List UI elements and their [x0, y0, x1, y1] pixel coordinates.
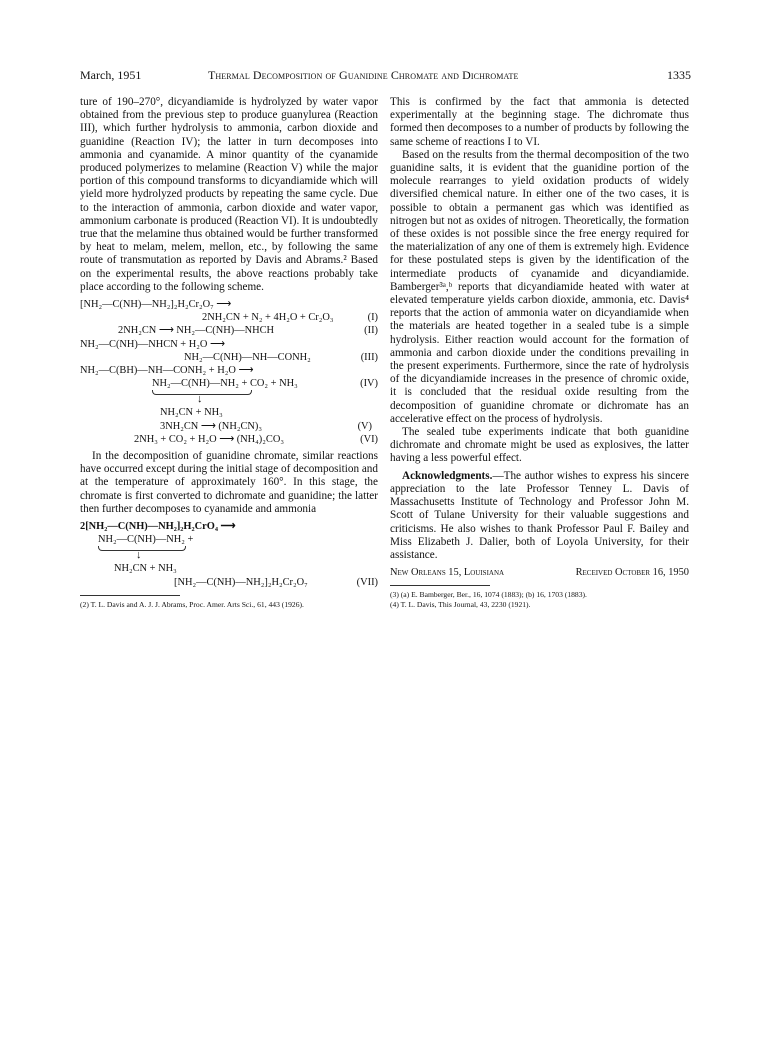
acknowledgments-heading: Acknowledgments. [402, 469, 493, 482]
reaction-7-line-c: NH₂CN + NH₃ [114, 563, 177, 575]
reaction-2: 2NH₂CN ⟶ NH₂—C(NH)—NHCH (II) [118, 325, 378, 337]
left-column [80, 96, 378, 609]
place-text: New Orleans 15, Louisiana [390, 567, 505, 579]
footnote-3: (3) (a) E. Bamberger, Ber., 16, 1074 (1883); (b) 16, 1703 (1883). [390, 590, 587, 600]
reaction-5: 3NH₂CN ⟶ (NH₂CN)₃ (V) [160, 420, 372, 432]
footnote-4: (4) T. L. Davis, This Journal, 43, 2230 (1921). [390, 599, 531, 609]
left-paragraph-1: ture of 190–270°, dicyandiamide is hydrolyzed by water vapor obtained from the previous step to produce guanylurea (Reaction III), which further hydrolysis to ammonia, carbon dioxide and guanidine (Reaction IV); the latter in turn decomposes into ammonia and cyanamide. A minor quantity of the cyanamide produced polymerizes to melamine (Reaction V) while the major portion of this compound transforms to dicyandiamide which will yield more hydrolyzed products by repeating the same cycle. Due to the interaction of ammonia, carbon dioxide and water vapor, ammonium carbonate is produced (Reaction VI). It is undoubtedly true that the melamine thus obtained would be further transformed by heat to melam, melem, mellon, etc., by following the same route of transmutation as reported by Davis and Abrams.² Based on the experimental results, the above reactions probably take place according to the following scheme. [80, 96, 378, 293]
reaction-6: 2NH₃ + CO₂ + H₂O ⟶ (NH₄)₂CO₃ (VI) [134, 433, 378, 445]
down-arrow-icon: ↓ [136, 549, 142, 562]
right-paragraph-1: This is confirmed by the fact that ammonia is detected experimentally at the beginning stage. The dichromate thus formed then decomposes to a number of products by following the same scheme of reactions I to VI. [390, 96, 689, 148]
reaction-3-line-a: NH₂—C(NH)—NHCN + H₂O ⟶ [80, 338, 225, 350]
reaction-number-IV: (IV) [360, 378, 378, 390]
reaction-7-line-b: NH₂—C(NH)—NH₂ + [98, 534, 194, 546]
reaction-7-brace [80, 546, 378, 562]
received-date: Received October 16, 1950 [575, 567, 689, 579]
down-arrow-icon: ↓ [197, 393, 203, 406]
reaction-4-line-b: NH₂—C(NH)—NH₂ + CO₂ + NH₃ (IV) [152, 378, 378, 390]
reaction-4-brace [80, 390, 378, 406]
reaction-1-line-b: 2NH₂CN + N₂ + 4H₂O + Cr₂O₃ (I) [202, 312, 378, 324]
header-page-number: 1335 [667, 68, 691, 82]
header-title: Thermal Decomposition of Guanidine Chromate and Dichromate [208, 68, 519, 82]
reaction-1-line-a: [NH₂—C(NH)—NH₂]₂H₂Cr₂O₇ ⟶ [80, 299, 232, 311]
reaction-number-III: (III) [360, 351, 378, 363]
reaction-number-V: (V) [357, 420, 372, 432]
header-date: March, 1951 [80, 68, 142, 82]
left-paragraph-2: In the decomposition of guanidine chromate, similar reactions have occurred except during the initial stage of decomposition and at the temperature of approximately 160°. In this stage, the chromate is first converted to dichromate and guanidine; the latter then further decomposes to cyanamide and ammonia [80, 449, 378, 515]
reaction-7-line-a: 2[NH₂—C(NH)—NH₂]₂H₂CrO₄ ⟶ [80, 520, 236, 532]
running-header [80, 68, 691, 84]
footnote-rule-right [390, 585, 490, 586]
reaction-number-VII: (VII) [356, 576, 378, 588]
reaction-4-line-c: NH₂CN + NH₃ [160, 407, 223, 419]
reaction-number-VI: (VI) [360, 433, 378, 445]
reaction-7-line-d: [NH₂—C(NH)—NH₂]₂H₂Cr₂O₇ (VII) [174, 576, 378, 588]
footnote-rule [80, 595, 180, 596]
right-paragraph-2: Based on the results from the thermal decomposition of the two guanidine salts, it is evident that the guanidine portion of the molecule rearranges to yield oxidation products of widely diversified chemical nature. In either one of the two cases, it is possible to obtain a permanent gas which was identified as nitrogen but not as oxides of nitrogen. Theoretically, the formation of these oxides is not possible since the free energy required for the materialization of any one of them is extremely high. Evidence for these postulated steps is given by the identification of the intermediate products of cyanamide and dicyandiamide. Bamberger³ᵃ,ᵇ reports that dicyandiamide heated with water at elevated temperature yields carbon dioxide, ammonia, etc. Davis⁴ reports that the action of ammonia water on dicyandiamide when the materials are heated together in a sealed tube is a simple hydrolysis. Either reaction would account for the formation of ammonia and carbon dioxide under the conditions prevailing in the present experiments. Furthermore, since the rate of hydrolysis of the dicyandiamide increases in the presence of chromic oxide, it is concluded that the residual oxide resulting from the decomposition of guanidine chromate or dichromate has an accelerative effect on the process of hydrolysis. [390, 148, 689, 425]
right-paragraph-3: The sealed tube experiments indicate that both guanidine dichromate and chromate might be used as explosives, the latter having a less powerful effect. [390, 426, 689, 465]
footnote-2: (2) T. L. Davis and A. J. J. Abrams, Proc. Amer. Arts Sci., 61, 443 (1926). [80, 599, 304, 609]
affiliation-line [390, 566, 689, 579]
acknowledgments-body: —The author wishes to express his sincere appreciation to the late Professor Tenney L. Davis of Massachusetts Institute of Technology and Professor John M. Scott of Tulane University for their valuable suggestions and criticisms. He also wishes to thank Professor Paul F. Bailey and Miss Elizabeth J. Dalier, both of Loyola University, for their assistance. [390, 469, 689, 561]
right-column [390, 96, 689, 609]
reaction-number-I: (I) [367, 312, 378, 324]
acknowledgments-paragraph [390, 470, 689, 562]
reaction-number-II: (II) [364, 325, 378, 337]
reaction-3-line-b: NH₂—C(NH)—NH—CONH₂ (III) [184, 351, 378, 363]
reaction-4-line-a: NH₂—C(BH)—NH—CONH₂ + H₂O ⟶ [80, 364, 254, 376]
